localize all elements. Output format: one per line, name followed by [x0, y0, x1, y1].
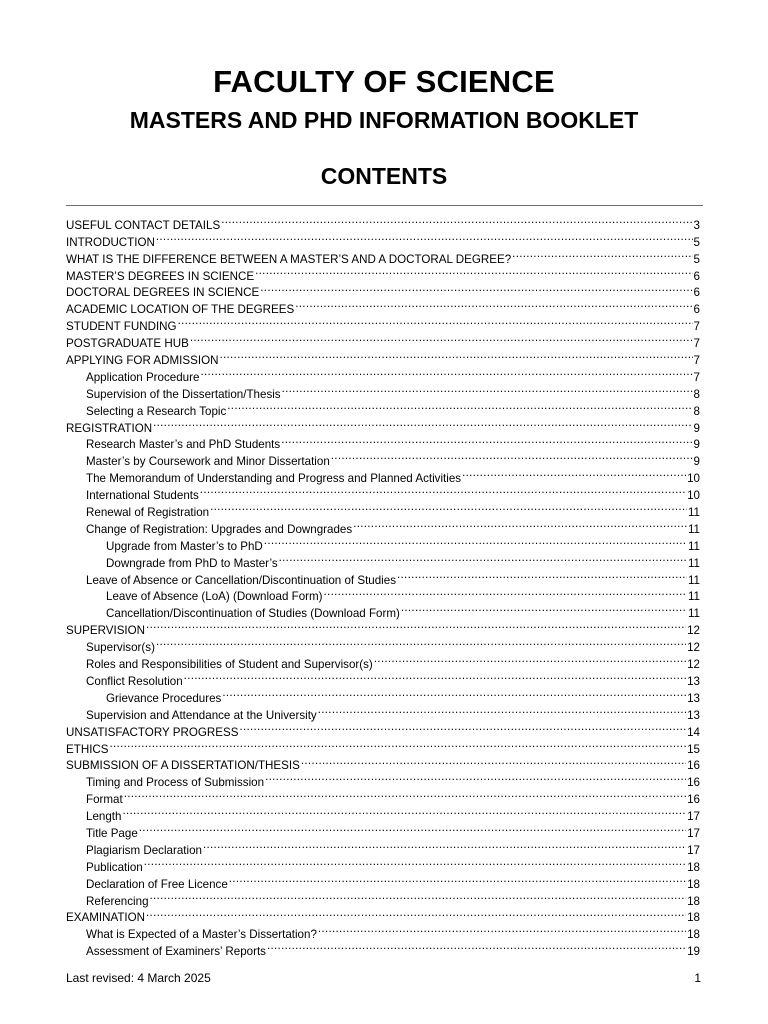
- toc-entry-title: Length: [86, 810, 122, 824]
- toc-dot-leader: [324, 584, 687, 601]
- toc-entry-title: Title Page: [86, 826, 138, 840]
- toc-entry-page: 18: [687, 877, 700, 891]
- contents-heading: CONTENTS: [320, 163, 448, 189]
- toc-entry[interactable]: [66, 246, 700, 266]
- toc-entry-title: Plagiarism Declaration: [86, 843, 202, 857]
- toc-entry-title: ETHICS: [66, 742, 109, 756]
- toc-dot-leader: [200, 482, 686, 499]
- toc-entry-title: Master’s by Coursework and Minor Dissertation: [86, 455, 330, 469]
- toc-entry-page: 11: [687, 573, 700, 587]
- toc-entry-page: 17: [687, 826, 700, 840]
- toc-dot-leader: [374, 651, 686, 668]
- toc-entry-title: DOCTORAL DEGREES IN SCIENCE: [66, 286, 260, 300]
- toc-dot-leader: [222, 685, 686, 702]
- toc-dot-leader: [200, 364, 692, 381]
- toc-entry-page: 12: [687, 641, 700, 655]
- toc-entry[interactable]: [66, 229, 700, 249]
- toc-dot-leader: [401, 600, 687, 617]
- toc-entry-title: REGISTRATION: [66, 421, 153, 435]
- toc-entry-title: Supervisor(s): [86, 641, 155, 655]
- toc-dot-leader: [110, 736, 687, 753]
- contents-divider: [66, 205, 703, 206]
- toc-entry-page: 13: [687, 691, 700, 705]
- toc-entry[interactable]: [66, 820, 700, 840]
- toc-entry-page: 11: [687, 607, 700, 621]
- toc-dot-leader: [203, 837, 686, 854]
- toc-dot-leader: [512, 246, 692, 263]
- toc-entry-title: Leave of Absence (LoA) (Download Form): [106, 590, 323, 604]
- toc-entry-page: 12: [687, 624, 700, 638]
- toc-entry-page: 11: [687, 522, 700, 536]
- toc-entry-title: Publication: [86, 860, 143, 874]
- toc-dot-leader: [397, 567, 687, 584]
- toc-entry-page: 10: [687, 489, 700, 503]
- toc-entry-page: 11: [687, 556, 700, 570]
- toc-entry-page: 18: [687, 894, 700, 908]
- toc-entry-page: 9: [693, 455, 700, 469]
- toc-entry[interactable]: [66, 736, 700, 756]
- toc-entry-page: 3: [693, 218, 700, 232]
- toc-dot-leader: [282, 381, 693, 398]
- toc-dot-leader: [265, 769, 686, 786]
- toc-entry[interactable]: [66, 634, 700, 655]
- toc-entry-title: Renewal of Registration: [86, 506, 210, 520]
- toc-entry-title: Selecting a Research Topic: [86, 404, 227, 418]
- toc-dot-leader: [227, 398, 692, 415]
- toc-entry[interactable]: [66, 415, 700, 435]
- toc-entry-page: 18: [687, 860, 700, 874]
- toc-entry-title: The Memorandum of Understanding and Progress and Planned Activities: [86, 472, 462, 486]
- toc-entry[interactable]: [66, 854, 700, 874]
- toc-dot-leader: [255, 263, 692, 280]
- toc-dot-leader: [462, 465, 686, 482]
- toc-dot-leader: [331, 448, 693, 465]
- toc-entry-page: 11: [687, 539, 700, 553]
- toc-entry-title: SUBMISSION OF A DISSERTATION/THESIS: [66, 759, 300, 773]
- toc-dot-leader: [318, 702, 686, 719]
- toc-dot-leader: [353, 516, 687, 533]
- toc-entry-title: MASTER’S DEGREES IN SCIENCE: [66, 269, 255, 283]
- toc-dot-leader: [318, 921, 686, 938]
- toc-entry-page: 7: [693, 337, 700, 351]
- toc-entry-title: EXAMINATION: [66, 911, 146, 925]
- toc-entry-title: International Students: [86, 489, 199, 503]
- toc-entry-page: 10: [687, 472, 700, 486]
- toc-entry-page: 11: [687, 590, 700, 604]
- toc-entry-title: Format: [86, 793, 123, 807]
- toc-entry-title: Supervision and Attendance at the University: [86, 708, 317, 722]
- toc-dot-leader: [221, 212, 692, 229]
- toc-dot-leader: [229, 871, 686, 888]
- toc-entry-page: 16: [687, 759, 700, 773]
- last-revised-date: Last revised: 4 March 2025: [66, 971, 211, 985]
- page-number: 1: [694, 971, 701, 985]
- toc-entry-title: Roles and Responsibilities of Student and Supervisor(s): [86, 658, 373, 672]
- toc-dot-leader: [210, 499, 687, 516]
- toc-entry-page: 7: [693, 370, 700, 384]
- toc-entry-page: 16: [687, 776, 700, 790]
- toc-entry-title: Research Master’s and PhD Students: [86, 438, 281, 452]
- toc-dot-leader: [279, 550, 687, 567]
- toc-entry[interactable]: [66, 871, 700, 891]
- toc-entry-title: What is Expected of a Master’s Dissertation?: [86, 928, 317, 942]
- toc-entry[interactable]: [66, 803, 700, 824]
- toc-entry-title: Assessment of Examiners’ Reports: [86, 945, 266, 959]
- toc-entry-title: INTRODUCTION: [66, 235, 155, 249]
- toc-entry[interactable]: [66, 617, 700, 638]
- toc-entry-page: 12: [687, 658, 700, 672]
- toc-dot-leader: [295, 296, 692, 313]
- toc-entry-page: 18: [687, 911, 700, 925]
- toc-entry-title: Upgrade from Master’s to PhD: [106, 539, 263, 553]
- toc-entry-title: Application Procedure: [86, 370, 200, 384]
- toc-entry[interactable]: [66, 888, 700, 908]
- toc-entry-title: Supervision of the Dissertation/Thesis: [86, 387, 281, 401]
- toc-entry-title: WHAT IS THE DIFFERENCE BETWEEN A MASTER’S AND A DOCTORAL DEGREE?: [66, 252, 512, 266]
- toc-dot-leader: [122, 803, 686, 820]
- toc-entry-page: 7: [693, 320, 700, 334]
- toc-dot-leader: [146, 905, 686, 922]
- toc-entry-title: UNSATISFACTORY PROGRESS: [66, 725, 239, 739]
- toc-entry-title: Referencing: [86, 894, 149, 908]
- toc-dot-leader: [178, 313, 693, 330]
- toc-entry-title: ACADEMIC LOCATION OF THE DEGREES: [66, 303, 295, 317]
- toc-entry-title: Change of Registration: Upgrades and Downgrades: [86, 522, 353, 536]
- toc-dot-leader: [156, 229, 693, 246]
- toc-dot-leader: [281, 432, 692, 449]
- toc-entry-page: 8: [693, 387, 700, 401]
- toc-entry-page: 17: [687, 843, 700, 857]
- toc-entry[interactable]: [66, 432, 700, 452]
- toc-entry-title: Grievance Procedures: [106, 691, 222, 705]
- toc-entry-page: 7: [693, 354, 700, 368]
- toc-entry[interactable]: [66, 921, 700, 942]
- toc-entry-page: 5: [693, 252, 700, 266]
- toc-entry-title: Downgrade from PhD to Master’s: [106, 556, 278, 570]
- toc-entry-title: Declaration of Free Licence: [86, 877, 228, 891]
- toc-dot-leader: [150, 888, 687, 905]
- toc-entry[interactable]: [66, 905, 700, 925]
- toc-entry-page: 6: [693, 303, 700, 317]
- toc-dot-leader: [219, 347, 692, 364]
- table-of-contents: [66, 212, 700, 959]
- toc-entry-page: 8: [693, 404, 700, 418]
- toc-entry-page: 11: [687, 506, 700, 520]
- toc-entry[interactable]: [66, 651, 700, 672]
- toc-dot-leader: [156, 634, 686, 651]
- toc-dot-leader: [124, 786, 686, 803]
- toc-entry-title: Conflict Resolution: [86, 674, 183, 688]
- toc-dot-leader: [146, 617, 686, 634]
- toc-dot-leader: [264, 533, 687, 550]
- toc-entry-title: STUDENT FUNDING: [66, 320, 177, 334]
- toc-entry-title: Timing and Process of Submission: [86, 776, 265, 790]
- document-subtitle: MASTERS AND PHD INFORMATION BOOKLET: [129, 107, 639, 133]
- toc-entry-page: 5: [693, 235, 700, 249]
- toc-entry-title: Cancellation/Discontinuation of Studies (Download Form): [106, 607, 400, 621]
- toc-entry-page: 16: [687, 793, 700, 807]
- toc-entry-title: USEFUL CONTACT DETAILS: [66, 218, 221, 232]
- toc-entry-page: 13: [687, 708, 700, 722]
- toc-dot-leader: [153, 415, 692, 432]
- toc-dot-leader: [184, 668, 686, 685]
- toc-entry[interactable]: [66, 212, 700, 232]
- toc-entry-page: 19: [687, 945, 700, 959]
- document-title: FACULTY OF SCIENCE: [213, 64, 555, 99]
- toc-entry[interactable]: [66, 786, 700, 807]
- toc-dot-leader: [139, 820, 686, 837]
- toc-entry-page: 17: [687, 810, 700, 824]
- toc-entry-page: 6: [693, 269, 700, 283]
- toc-entry-title: POSTGRADUATE HUB: [66, 337, 189, 351]
- toc-entry-page: 9: [693, 421, 700, 435]
- toc-dot-leader: [239, 719, 686, 736]
- toc-entry[interactable]: [66, 837, 700, 857]
- toc-entry-page: 14: [687, 725, 700, 739]
- toc-entry-page: 18: [687, 928, 700, 942]
- toc-dot-leader: [301, 753, 686, 770]
- toc-dot-leader: [260, 280, 692, 297]
- toc-entry-page: 6: [693, 286, 700, 300]
- toc-entry-page: 13: [687, 674, 700, 688]
- toc-dot-leader: [190, 330, 693, 347]
- toc-entry-page: 15: [687, 742, 700, 756]
- toc-entry-page: 9: [693, 438, 700, 452]
- toc-entry-title: APPLYING FOR ADMISSION: [66, 354, 219, 368]
- toc-dot-leader: [144, 854, 686, 871]
- toc-entry-title: SUPERVISION: [66, 624, 146, 638]
- toc-entry-title: Leave of Absence or Cancellation/Discontinuation of Studies: [86, 573, 397, 587]
- toc-entry[interactable]: [66, 753, 700, 773]
- toc-dot-leader: [267, 938, 686, 955]
